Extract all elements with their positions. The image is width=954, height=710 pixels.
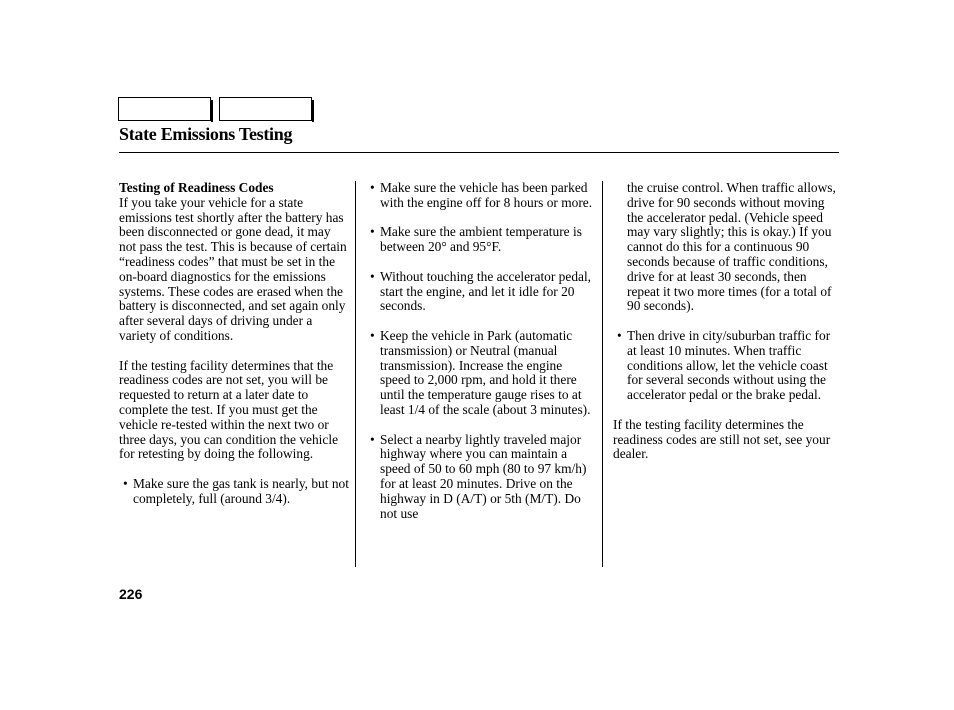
bullet-item <box>370 433 594 522</box>
bullet-item <box>370 329 594 418</box>
paragraph: If you take your vehicle for a state emissions test shortly after the battery has been disconnected or gone dead, it may not pass the test. This is because of certain “readiness codes” that must be set in the on-board diagnostics for the emissions systems. These codes are erased when the battery is disconnected, and set again only after several days of driving under a variety of conditions. <box>119 194 347 343</box>
bullet-item <box>370 181 594 211</box>
bullet-item <box>617 329 841 403</box>
bullet-icon: • <box>123 475 128 491</box>
bullet-item <box>370 225 594 255</box>
bullet-icon: • <box>370 180 375 195</box>
column-2 <box>370 181 594 536</box>
paragraph: If the testing facility determines the readiness codes are still not set, see your dealer. <box>613 416 831 462</box>
page-title: State Emissions Testing <box>119 124 293 144</box>
bullet-item <box>123 477 349 507</box>
bullet-icon: • <box>370 431 375 447</box>
bullet-text: Keep the vehicle in Park (automatic transmission) or Neutral (manual transmission). Increase the engine speed to 2,000 rpm, and hold it there until the temperature gauge rises to at least 1/4 of the scale (about 3 minutes). <box>380 327 591 417</box>
section-heading: Testing of Readiness Codes <box>119 180 274 195</box>
bullet-text: Select a nearby lightly traveled major highway where you can maintain a speed of 50 to 60 mph (80 to 97 km/h) for at least 20 minutes. Drive on the highway in D (A/T) or 5th (M/T). Do not use <box>380 431 587 521</box>
paragraph: If the testing facility determines that the readiness codes are not set, you will be requested to return at a later date to complete the test. If you must get the vehicle re-tested within the next two or three days, you can condition the vehicle for retesting by doing the following. <box>119 357 339 462</box>
page-number: 226 <box>119 586 143 602</box>
bullet-icon: • <box>617 327 622 343</box>
bullet-text: Without touching the accelerator pedal, start the engine, and let it idle for 20 seconds. <box>380 268 592 314</box>
bullet-text: Make sure the gas tank is nearly, but not completely, full (around 3/4). <box>133 475 349 506</box>
bullet-text: Then drive in city/suburban traffic for at least 10 minutes. When traffic conditions allow, let the vehicle coast for several seconds without using the accelerator pedal or the brake pedal. <box>627 327 831 403</box>
bullet-item <box>370 270 594 314</box>
title-divider <box>119 152 839 153</box>
bullet-text: Make sure the vehicle has been parked with the engine off for 8 hours or more. <box>380 180 593 210</box>
bullet-icon: • <box>370 224 375 240</box>
bullet-icon: • <box>370 327 375 343</box>
column-divider <box>602 181 603 567</box>
column-divider <box>355 181 356 567</box>
column-1 <box>119 181 349 521</box>
nav-tab-2[interactable] <box>219 97 312 121</box>
column-3 <box>613 181 841 477</box>
nav-tab-1[interactable] <box>118 97 211 121</box>
bullet-text: Make sure the ambient temperature is between 20° and 95°F. <box>380 224 582 255</box>
bullet-continuation: the cruise control. When traffic allows, drive for 90 seconds without moving the accelerator pedal. (Vehicle speed may vary slightly; this is okay.) If you cannot do this for a continuous 90 seconds because of traffic conditions, drive for at least 30 seconds, then repeat it two more times (for a total of 90 seconds). <box>627 180 836 314</box>
bullet-icon: • <box>370 268 375 284</box>
